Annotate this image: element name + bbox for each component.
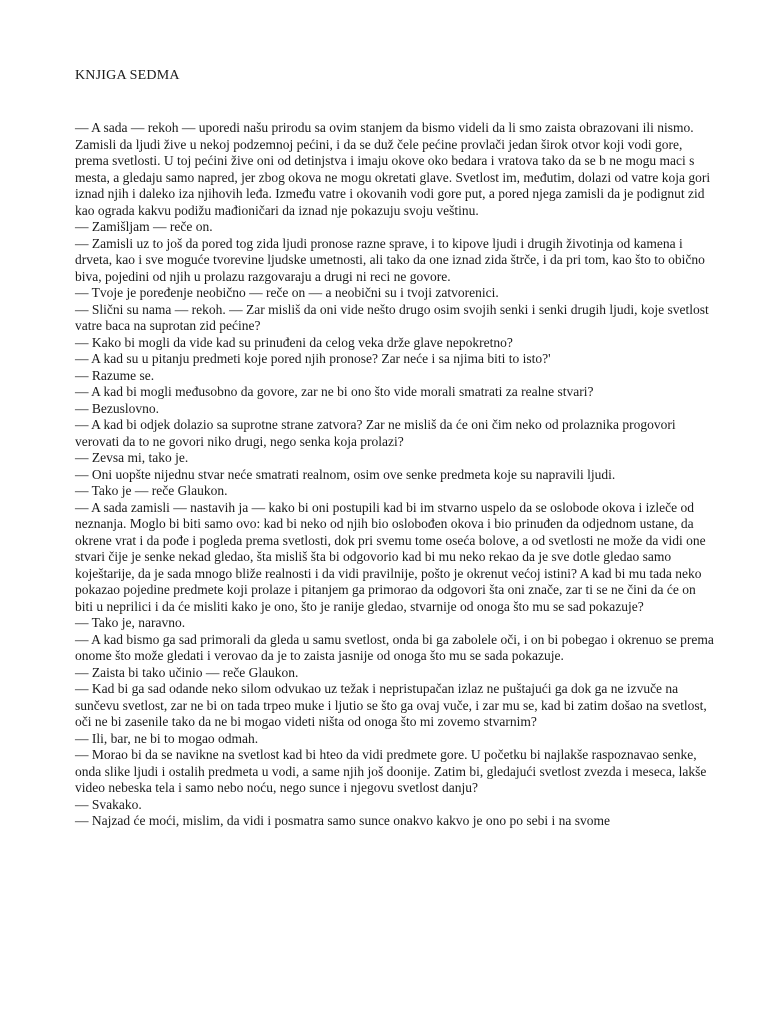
paragraph: — A kad bi mogli međusobno da govore, zar ne bi ono što vide morali smatrati za realne stvari? [75,384,594,399]
document-title: KNJIGA SEDMA [75,68,180,83]
paragraph: — A sada zamisli — nastavih ja — kako bi oni postupili kad bi im stvarno uspelo da se oslobode okova i izleče od neznanja. Moglo bi biti samo ovo: kad bi neko od njih bio oslobođen okova i bio prinuđen da odjednom ustane, da okrene vrat i da pođe i pogleda prema svetlosti, dok pri svemu tome oseća bolove, a od svetlosti ne može da vidi one stvari čije je senke nekad gledao, šta misliš šta bi odgovorio kad bi mu neko rekao da je sve dotle gledao samo koještarije, da je sada mnogo bliže realnosti i da vidi pravilnije, pošto je okrenut većoj istini? A kad bi mu tada neko pokazao pojedine predmete koji prolaze i pitanjem ga primorao da odgovori šta oni znače, zar ti se ne čini da će on biti u neprilici i da će misliti kako je ono, što je ranije gledao, stvarnije od onoga što mu se sad pokazuje? [75,499,706,614]
paragraph: — Zevsa mi, tako je. [75,450,189,465]
paragraph: — Tvoje je poređenje neobično — reče on — a neobični su i tvoji zatvorenici. [75,285,499,300]
paragraph: — Zamišljam — reče on. [75,219,213,234]
paragraph: — A sada — rekoh — uporedi našu prirodu sa ovim stanjem da bismo videli da li smo zaista obrazovani ili nismo. Zamisli da ljudi žive u nekoj podzemnoj pećini, i da se duž čele pećine provlači jedan širok otvor koji vodi gore, prema svetlosti. U toj pećini žive oni od detinjstva i imaju okove oko bedara i vratova tako da se b ne mogu maci s mesta, a gledaju samo napred, jer zbog okova ne mogu okretati glave. Svetlost im, međutim, dolazi od vatre koja gori iznad njih i daleko iza njihovih leđa. Između vatre i okovanih vodi gore put, a pored njega zamisli da je podignut zid kao ograda kakvu podižu mađioničari da iznad nje pokazuju svoju veštinu. [75,120,711,218]
paragraph: — A kad bismo ga sad primorali da gleda u samu svetlost, onda bi ga zabolele oči, i on bi pobegao i okrenuo se prema onome što može gledati i verovao da je to zaista jasnije od onoga što mu se sada pokazuje. [75,631,714,663]
paragraph: — Bezuslovno. [75,400,159,416]
paragraph: — Tako je, naravno. [75,615,186,630]
paragraph: — Ili, bar, ne bi to mogao odmah. [75,730,259,746]
paragraph: — Razume se. [75,367,155,383]
paragraph: — Svakako. [75,796,142,812]
paragraph: — Zaista bi tako učinio — reče Glaukon. [75,664,299,680]
paragraph: — Kad bi ga sad odande neko silom odvukao uz težak i nepristupačan izlaz ne puštajući ga dok ga ne izvuče na sunčevu svetlost, zar ne bi on tada trpeo muke i ljutio se što ga ovaj vuče, i zar mu se, kad bi zatim došao na svetlost, oči ne bi zasenile tako da ne bi mogao videti ništa od onoga što mi zovemo stvarnim? [75,681,707,729]
paragraph: — A kad bi odjek dolazio sa suprotne strane zatvora? Zar ne misliš da će oni čim neko od prolaznika progovori verovati da to ne govori niko drugi, nego senka koja prolazi? [75,417,676,449]
paragraph: — Oni uopšte nijednu stvar neće smatrati realnom, osim ove senke predmeta koje su napravili ljudi. [75,466,616,482]
paragraph: — Zamisli uz to još da pored tog zida ljudi pronose razne sprave, i to kipove ljudi i drugih životinja od kamena i drveta, kao i sve moguće tvorevine ljudske umetnosti, ali tako da one iznad zida štrče, i da pri tom, kao što to obično biva, pojedini od njih u prolazu razgovaraju a drugi ni reci ne govore. [75,235,705,284]
paragraph: — Slični su nama — rekoh. — Zar misliš da oni vide nešto drugo osim svojih senki i senki drugih ljudi, koje svetlost vatre baca na suprotan zid pećine? [75,301,709,333]
paragraph: — Najzad će moći, mislim, da vidi i posmatra samo sunce onakvo kakvo je ono po sebi i na svome [75,813,611,828]
paragraph: — Morao bi da se navikne na svetlost kad bi hteo da vidi predmete gore. U početku bi najlakše raspoznavao senke, onda slike ljudi i ostalih predmeta u vodi, a same njih još doonije. Zatim bi, gledajući svetlost zvezda i meseca, lakše video nebeska tela i samo nebo noću, nego sunce i njegovu svetlost danju? [75,747,707,795]
paragraph: — Kako bi mogli da vide kad su prinuđeni da celog veka drže glave nepokretno? [75,334,513,350]
paragraph: — A kad su u pitanju predmeti koje pored njih pronose? Zar neće i sa njima biti to isto?' [75,351,551,366]
paragraph: — Tako je — reče Glaukon. [75,483,228,498]
document-body [75,120,715,830]
